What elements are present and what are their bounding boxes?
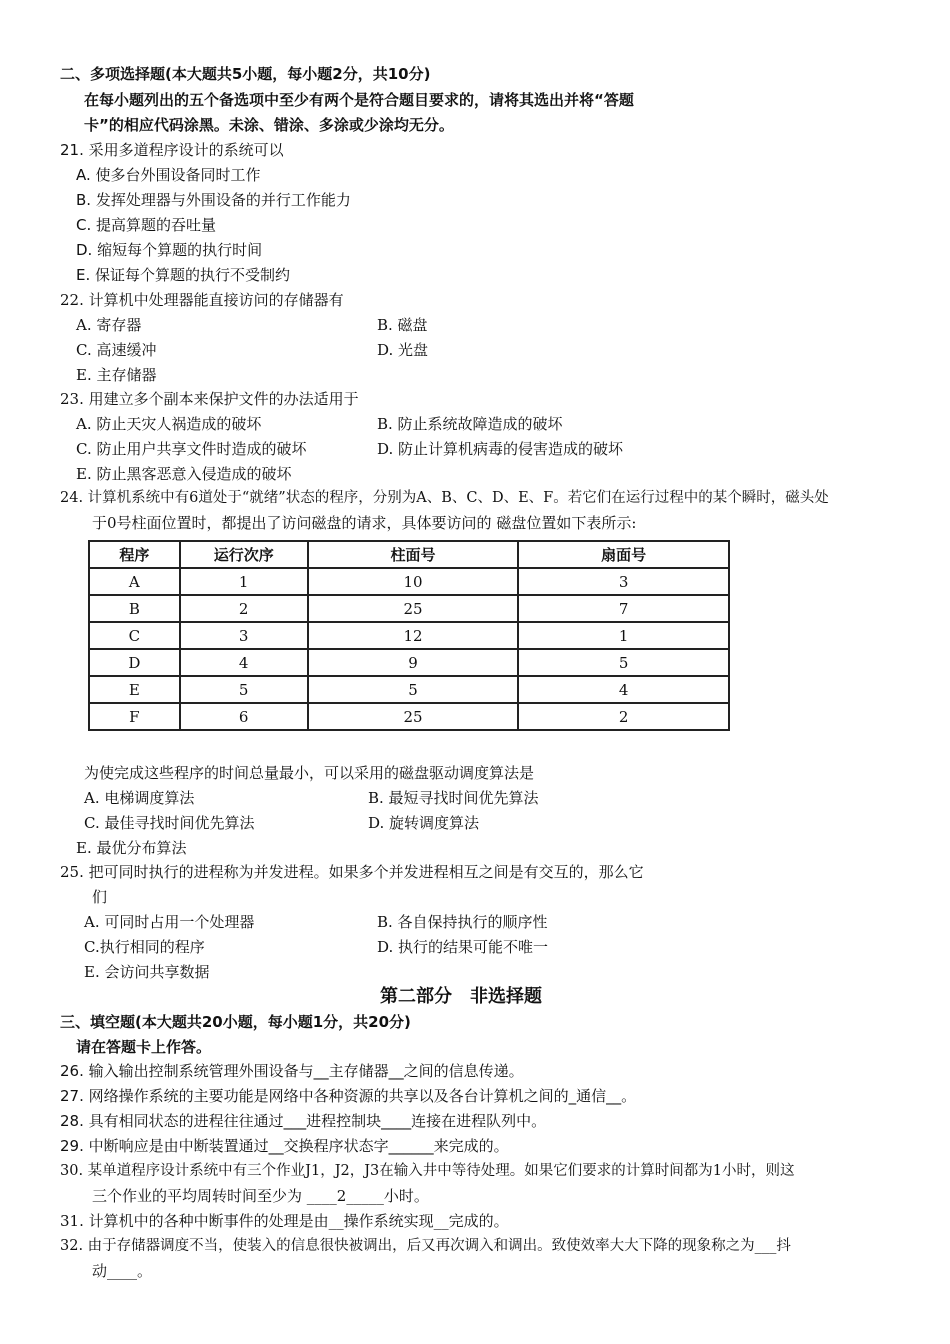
q30-line1: 30. 某单道程序设计系统中有三个作业J1，J2，J3在输入井中等待处理。如果它们要求的计算时间都为1小时，则这 [60, 1163, 795, 1179]
q24-stem-line3: 为使完成这些程序的时间总量最小，可以采用的磁盘驱动调度算法是 [84, 764, 535, 782]
q24-option-b: B. 最短寻找时间优先算法 [368, 789, 539, 807]
q31-text: 31. 计算机中的各种中断事件的处理是由__操作系统实现__完成的。 [60, 1212, 509, 1230]
table-cell: 2 [180, 595, 308, 622]
section-3-title: 三、填空题(本大题共20小题，每小题1分，共20分) [60, 1013, 411, 1031]
table-cell: A [89, 568, 180, 595]
q23-option-c: C. 防止用户共享文件时造成的破坏 [76, 440, 307, 458]
section-3-instruction: 请在答题卡上作答。 [76, 1038, 212, 1056]
table-cell: 5 [518, 649, 729, 676]
q24-option-a: A. 电梯调度算法 [84, 789, 195, 807]
table-cell: 5 [180, 676, 308, 703]
q24-stem-line2: 于0号柱面位置时，都提出了访问磁盘的请求，具体要访问的 磁盘位置如下表所示: [92, 514, 637, 532]
table-header-sector: 扇面号 [518, 541, 729, 568]
table-cell: 3 [180, 622, 308, 649]
q22-option-a: A. 寄存器 [76, 316, 142, 334]
table-header-run-order: 运行次序 [180, 541, 308, 568]
q32-line2: 动____。 [92, 1262, 153, 1280]
q21-option-a: A. 使多台外围设备同时工作 [76, 166, 261, 184]
disk-request-table [88, 540, 730, 731]
table-cell: B [89, 595, 180, 622]
q21-option-c: C. 提高算题的吞吐量 [76, 216, 217, 234]
table-cell: 12 [308, 622, 519, 649]
table-cell: C [89, 622, 180, 649]
q24-option-c: C. 最佳寻找时间优先算法 [84, 814, 255, 832]
section-2-instruction-line2: 卡”的相应代码涂黑。未涂、错涂、多涂或少涂均无分。 [84, 116, 454, 134]
q25-stem-line2: 们 [92, 888, 108, 906]
q27-text: 27. 网络操作系统的主要功能是网络中各种资源的共享以及各台计算机之间的_通信__。 [60, 1087, 637, 1105]
q23-option-b: B. 防止系统故障造成的破坏 [377, 415, 563, 433]
q24-stem-line1: 24. 计算机系统中有6道处于“就绪”状态的程序，分别为A、B、C、D、E、F。若它们在运行过程中的某个瞬时，磁头处 [60, 490, 829, 506]
table-cell: 10 [308, 568, 519, 595]
q23-option-e: E. 防止黑客恶意入侵造成的破坏 [76, 465, 292, 483]
table-cell: 1 [180, 568, 308, 595]
table-row [89, 595, 729, 622]
table-cell: 2 [518, 703, 729, 730]
q25-option-e: E. 会访问共享数据 [84, 963, 210, 981]
table-cell: 6 [180, 703, 308, 730]
table-header-program: 程序 [89, 541, 180, 568]
q22-option-e: E. 主存储器 [76, 366, 157, 384]
table-cell: 9 [308, 649, 519, 676]
q30-line2: 三个作业的平均周转时间至少为 ____2_____小时。 [92, 1187, 429, 1205]
q28-text: 28. 具有相同状态的进程往往通过___进程控制块____连接在进程队列中。 [60, 1112, 547, 1130]
table-cell: 7 [518, 595, 729, 622]
table-header-cylinder: 柱面号 [308, 541, 519, 568]
q22-option-b: B. 磁盘 [377, 316, 428, 334]
table-cell: 25 [308, 595, 519, 622]
q23-stem: 23. 用建立多个副本来保护文件的办法适用于 [60, 390, 359, 408]
table-row [89, 568, 729, 595]
table-cell: D [89, 649, 180, 676]
q21-option-b: B. 发挥处理器与外围设备的并行工作能力 [76, 191, 351, 209]
table-cell: 5 [308, 676, 519, 703]
q21-option-d: D. 缩短每个算题的执行时间 [76, 241, 263, 259]
table-row [89, 703, 729, 730]
section-2-title: 二、多项选择题(本大题共5小题，每小题2分，共10分) [60, 65, 431, 83]
q25-option-b: B. 各自保持执行的顺序性 [377, 913, 548, 931]
table-row [89, 622, 729, 649]
q23-option-d: D. 防止计算机病毒的侵害造成的破坏 [377, 440, 624, 458]
table-cell: 3 [518, 568, 729, 595]
table-cell: F [89, 703, 180, 730]
section-2-instruction-line1: 在每小题列出的五个备选项中至少有两个是符合题目要求的，请将其选出并将“答题 [84, 91, 634, 109]
table-cell: 25 [308, 703, 519, 730]
q25-stem-line1: 25. 把可同时执行的进程称为并发进程。如果多个并发进程相互之间是有交互的，那么它 [60, 863, 644, 881]
table-row [89, 676, 729, 703]
q25-option-d: D. 执行的结果可能不唯一 [377, 938, 549, 956]
q26-text: 26. 输入输出控制系统管理外围设备与__主存储器__之间的信息传递。 [60, 1062, 524, 1080]
q24-option-e: E. 最优分布算法 [76, 839, 187, 857]
q24-option-d: D. 旋转调度算法 [368, 814, 480, 832]
table-header-row [89, 541, 729, 568]
q22-stem: 22. 计算机中处理器能直接访问的存储器有 [60, 291, 344, 309]
table-cell: 1 [518, 622, 729, 649]
q25-option-c: C.执行相同的程序 [84, 938, 205, 956]
q22-option-d: D. 光盘 [377, 341, 429, 359]
table-row [89, 649, 729, 676]
q22-option-c: C. 高速缓冲 [76, 341, 157, 359]
q32-line1: 32. 由于存储器调度不当，使装入的信息很快被调出，后又再次调入和调出。致使效率大大下降的现象称之为___抖 [60, 1238, 791, 1254]
table-cell: 4 [518, 676, 729, 703]
q23-option-a: A. 防止天灾人祸造成的破坏 [76, 415, 262, 433]
q21-option-e: E. 保证每个算题的执行不受制约 [76, 266, 291, 284]
q29-text: 29. 中断响应是由中断装置通过__交换程序状态字______来完成的。 [60, 1137, 509, 1155]
part-2-title: 第二部分 非选择题 [380, 986, 542, 1007]
q25-option-a: A. 可同时占用一个处理器 [84, 913, 255, 931]
q21-stem: 21. 采用多道程序设计的系统可以 [60, 141, 284, 159]
table-cell: 4 [180, 649, 308, 676]
table-cell: E [89, 676, 180, 703]
